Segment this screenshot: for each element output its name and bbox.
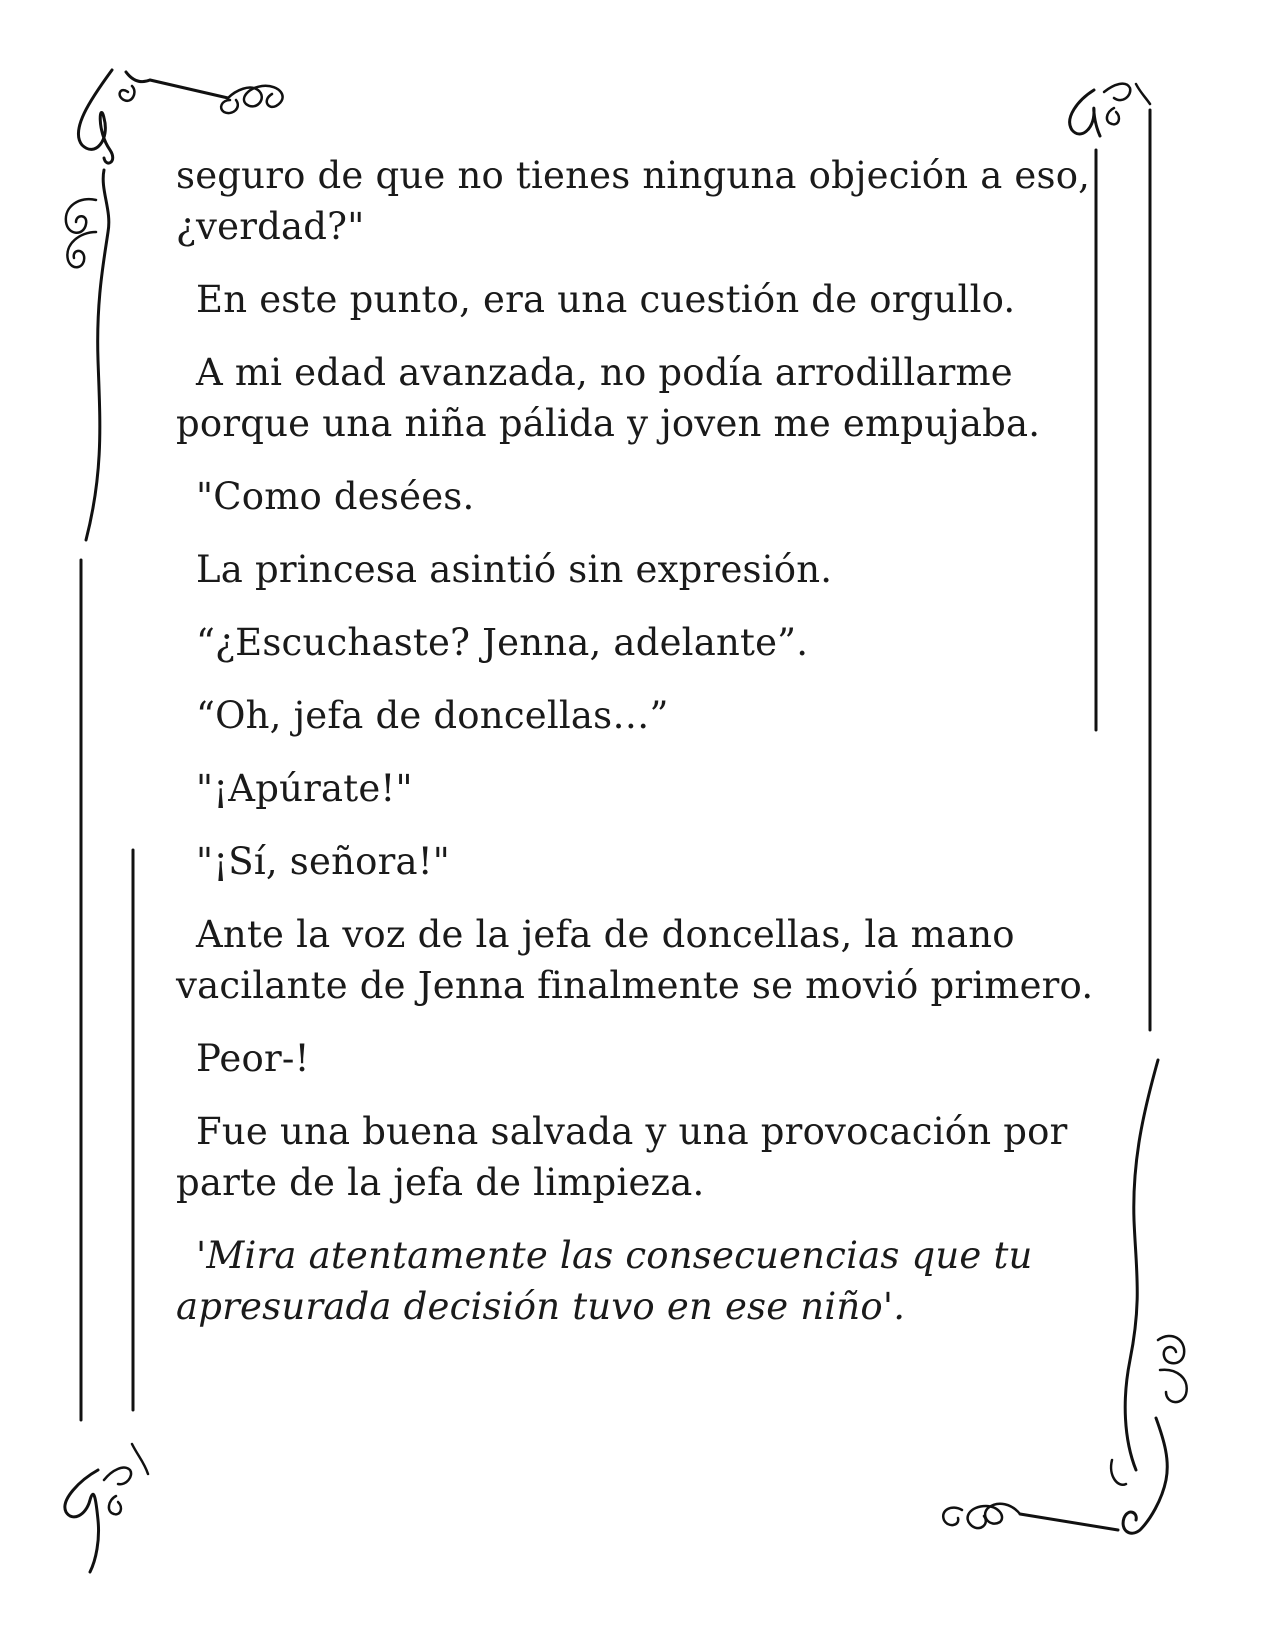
paragraph-10: Ante la voz de la jefa de doncellas, la mano vacilante de Jenna finalmente se movió primero. — [176, 913, 1094, 1007]
paragraph-5: La princesa asintió sin expresión. — [196, 548, 833, 591]
flourish-top-right-icon — [1070, 84, 1150, 136]
paragraph-6: “¿Escuchaste? Jenna, adelante”. — [196, 621, 809, 664]
paragraph-9: "¡Sí, señora!" — [196, 840, 451, 883]
paragraph-11: Peor-! — [196, 1037, 310, 1080]
paragraph-2: En este punto, era una cuestión de orgullo. — [196, 278, 1016, 321]
flourish-bottom-left-icon — [65, 1444, 148, 1572]
paragraph-8: "¡Apúrate!" — [196, 767, 413, 810]
paragraph-1: seguro de que no tienes ninguna objeción a eso, ¿verdad?" — [176, 154, 1091, 248]
paragraph-13-italic: 'Mira atentamente las consecuencias que tu apresurada decisión tuvo en ese niño'. — [176, 1234, 1033, 1328]
paragraph-12: Fue una buena salvada y una provocación por parte de la jefa de limpieza. — [176, 1110, 1068, 1204]
paragraph-3: A mi edad avanzada, no podía arrodillarme porque una niña pálida y joven me empujaba. — [176, 351, 1041, 445]
paragraph-7: “Oh, jefa de doncellas…” — [196, 694, 669, 737]
document-body — [176, 150, 1096, 1354]
paragraph-4: "Como desées. — [196, 475, 475, 518]
